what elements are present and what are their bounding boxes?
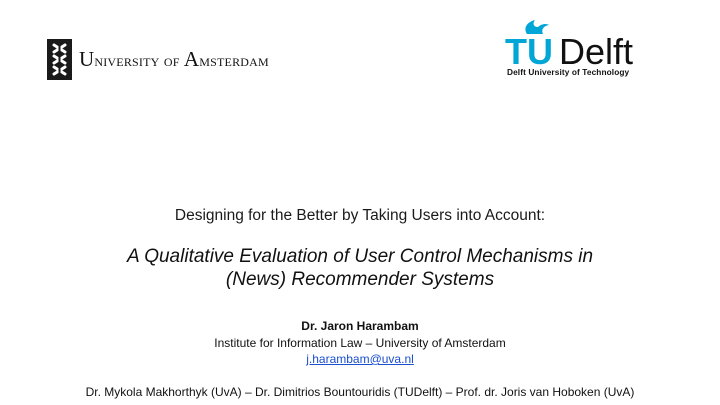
- uva-wordmark: University of Amsterdam: [79, 46, 269, 71]
- presentation-subtitle: [0, 245, 720, 291]
- author-email-link[interactable]: j.harambam@uva.nl: [306, 352, 414, 366]
- author-institute: Institute for Information Law – University of Amsterdam: [214, 336, 506, 350]
- subtitle-line-2: (News) Recommender Systems: [225, 269, 495, 290]
- tudelft-flame-icon: [505, 18, 665, 68]
- tudelft-subtitle: Delft University of Technology: [507, 67, 630, 77]
- coauthors-line: Dr. Mykola Makhorthyk (UvA) – Dr. Dimitrios Bountouridis (TUDelft) – Prof. dr. Joris van Hoboken (UvA): [85, 385, 635, 399]
- author-name: Dr. Jaron Harambam: [301, 319, 419, 333]
- uva-logo: [47, 38, 269, 80]
- author-email: [0, 351, 720, 367]
- tudelft-mark-delft: Delft: [559, 31, 634, 68]
- uva-seal-icon: [47, 39, 72, 80]
- tudelft-logo: [505, 18, 665, 80]
- subtitle-line-1: A Qualitative Evaluation of User Control Mechanisms in: [126, 246, 594, 267]
- presentation-title: Designing for the Better by Taking Users into Account:: [174, 207, 546, 224]
- tudelft-mark-tu: TU: [505, 31, 553, 68]
